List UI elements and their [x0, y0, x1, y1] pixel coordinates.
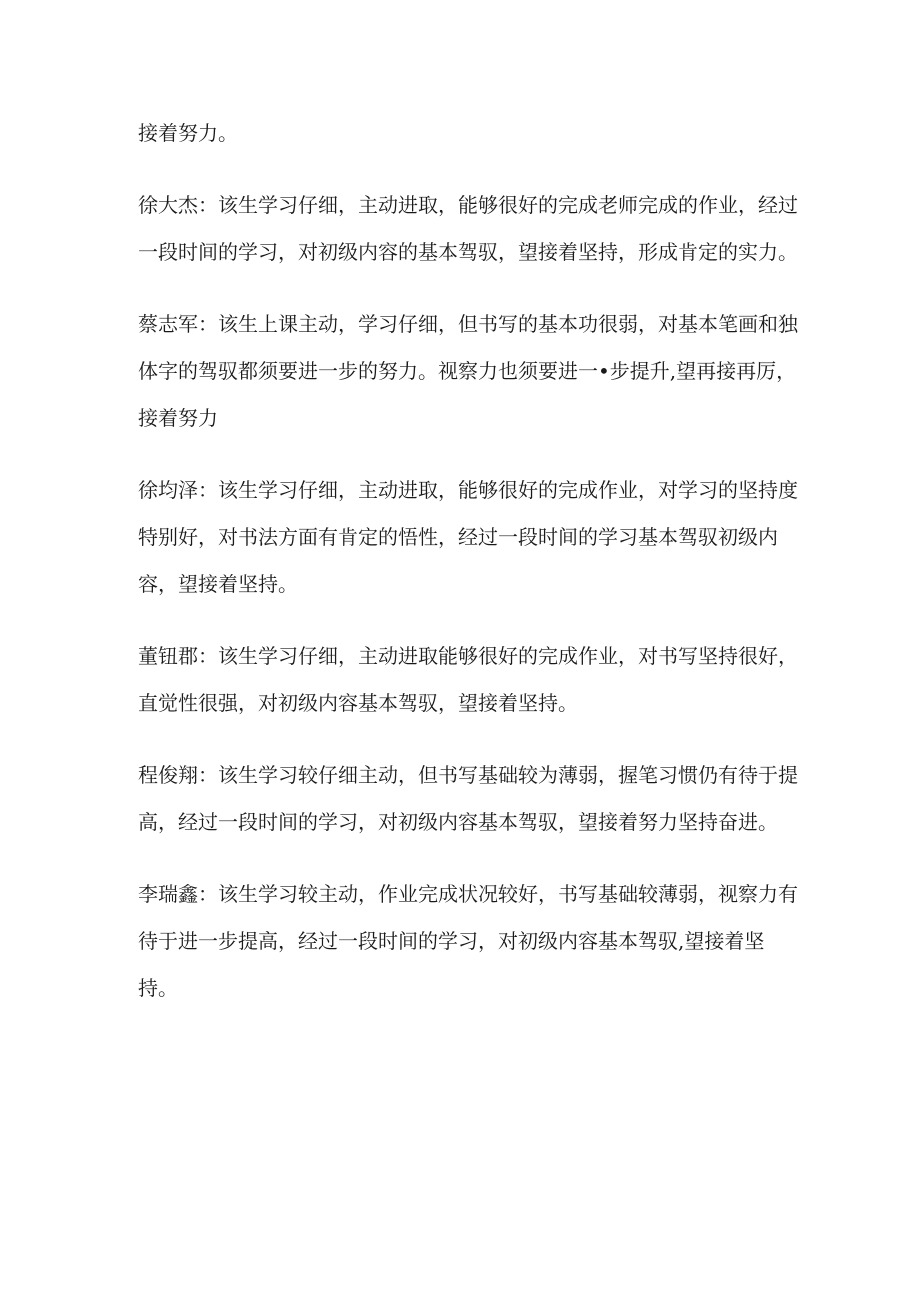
paragraph-student-comment: 董钮郡：该生学习仔细，主动进取能够很好的完成作业，对书写坚持很好，直觉性很强，对初级内容基本驾驭，望接着坚持。: [138, 644, 798, 715]
document-body: [138, 110, 798, 1037]
paragraph-student-comment: 蔡志军：该生上课主动，学习仔细，但书写的基本功很弱，对基本笔画和独体字的驾驭都须要进一步的努力。视察力也须要进一•步提升,望再接再厉，接着努力: [138, 312, 798, 430]
paragraph-student-comment: 徐均泽：该生学习仔细，主动进取，能够很好的完成作业，对学习的坚持度特别好，对书法方面有肯定的悟性，经过一段时间的学习基本驾驭初级内容，望接着坚持。: [138, 478, 798, 596]
paragraph-student-comment: 李瑞鑫：该生学习较主动，作业完成状况较好，书写基础较薄弱，视察力有待于进一步提高，经过一段时间的学习，对初级内容基本驾驭,望接着坚持。: [138, 882, 798, 1000]
paragraph-student-comment: 徐大杰：该生学习仔细，主动进取，能够很好的完成老师完成的作业，经过一段时间的学习，对初级内容的基本驾驭，望接着坚持，形成肯定的实力。: [138, 193, 798, 264]
paragraph-continuation: 接着努力。: [138, 121, 238, 145]
paragraph-student-comment: 程俊翔：该生学习较仔细主动，但书写基础较为薄弱，握笔习惯仍有待于提高，经过一段时间的学习，对初级内容基本驾驭，望接着努力坚持奋进。: [138, 763, 798, 834]
